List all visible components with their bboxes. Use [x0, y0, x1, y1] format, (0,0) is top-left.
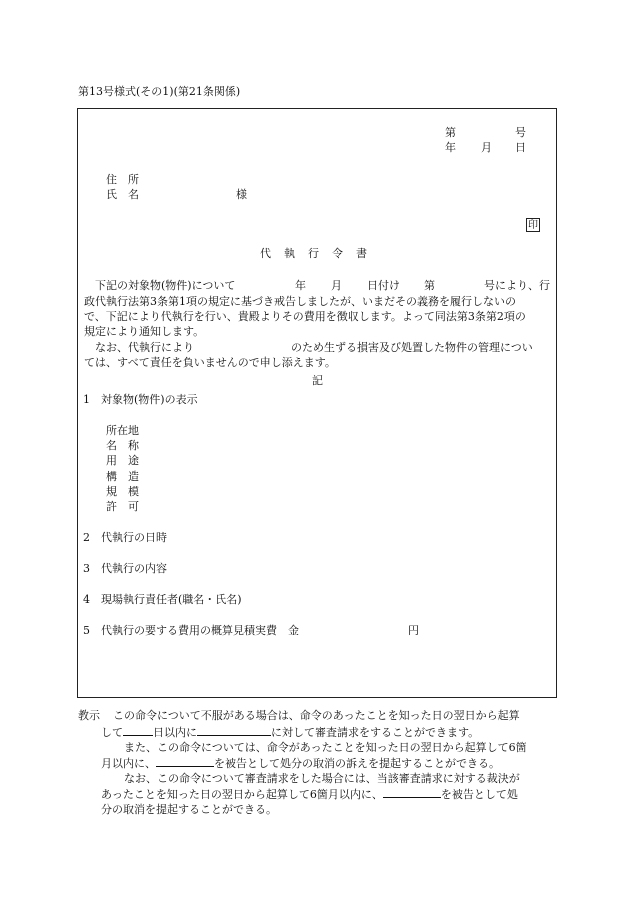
body-line1-no: 第 [424, 279, 435, 292]
body-line1-month: 月 [331, 279, 342, 292]
notice-line4-a: 月以内に、 [101, 757, 156, 770]
date-day: 日 [515, 141, 526, 154]
notice-line7: 分の取消を提起することができる。 [101, 803, 277, 816]
blank-defendant-1 [156, 755, 214, 767]
honorific: 様 [236, 188, 247, 201]
notice-line4-b: を被告として処分の取消の訴えを提起することができる。 [214, 757, 500, 770]
body-line5-a: なお、代執行により [95, 341, 194, 354]
notice-line2-b: 日以内に [153, 726, 197, 739]
notice-line1: この命令について不服がある場合は、命令のあったことを知った日の翌日から起算 [113, 709, 520, 722]
item3-heading: 3 代執行の内容 [83, 562, 167, 575]
item4-heading: 4 現場執行責任者(職名・氏名) [83, 593, 242, 606]
body-line1-day: 日付け [367, 279, 400, 292]
item5-yen: 円 [408, 624, 419, 637]
item5-heading: 5 代執行の要する費用の概算見積実費 金 [83, 624, 299, 637]
body-line5-b: のため生ずる損害及び処置した物件の管理につい [291, 341, 533, 354]
body-line1-year: 年 [295, 279, 306, 292]
notice-line6-b: を被告として処 [440, 788, 518, 801]
notice-line6-a: あったことを知った日の翌日から起算して6箇月以内に、 [101, 788, 383, 801]
notice-line2 [101, 724, 479, 741]
item1-sub-name: 名 称 [106, 439, 139, 452]
item2-heading: 2 代執行の日時 [83, 531, 167, 544]
body-line3: で、下記により代執行を行い、貴殿よりその費用を徴収します。よって同法第3条第2項の [84, 310, 526, 323]
item1-sub-location: 所在地 [106, 424, 139, 437]
notice-label: 教示 [78, 709, 100, 722]
item1-heading: 1 対象物(物件)の表示 [83, 393, 198, 406]
notice-line6 [101, 786, 518, 803]
ki-marker: 記 [312, 374, 323, 387]
notice-line2-c: に対して審査請求をすることができます。 [271, 726, 480, 739]
notice-line3: また、この命令については、命令があったことを知った日の翌日から起算して6箇 [124, 741, 527, 754]
body-line2: 政代執行法第3条第1項の規定に基づき戒告しましたが、いまだその義務を履行しないの [84, 295, 516, 308]
address-label: 住 所 [106, 173, 139, 186]
notice-line2-a: して [101, 726, 123, 739]
body-line1-end: 号により、行 [484, 279, 550, 292]
blank-defendant-2 [383, 786, 441, 798]
form-label: 第13号様式(その1)(第21条関係) [78, 85, 241, 98]
item1-sub-structure: 構 造 [106, 470, 139, 483]
notice-line5: なお、この命令について審査請求をした場合には、当該審査請求に対する裁決が [124, 772, 520, 785]
item1-sub-scale: 規 模 [106, 485, 139, 498]
date-year: 年 [445, 141, 456, 154]
date-month: 月 [481, 141, 492, 154]
notice-line4 [101, 755, 500, 772]
seal-stamp-box: 印 [528, 220, 538, 231]
item1-sub-use: 用 途 [106, 454, 139, 467]
document-title: 代 執 行 令 書 [260, 247, 368, 260]
number-prefix: 第 [445, 126, 456, 139]
number-suffix: 号 [515, 126, 526, 139]
blank-days [123, 724, 153, 736]
blank-review-authority [197, 724, 271, 736]
body-line1-a: 下記の対象物(物件)について [95, 279, 236, 292]
body-line4: 規定により通知します。 [84, 325, 205, 338]
name-label: 氏 名 [106, 188, 139, 201]
item1-sub-permit: 許 可 [106, 500, 139, 513]
body-line6: ては、すべて責任を負いませんので申し添えます。 [84, 356, 336, 369]
